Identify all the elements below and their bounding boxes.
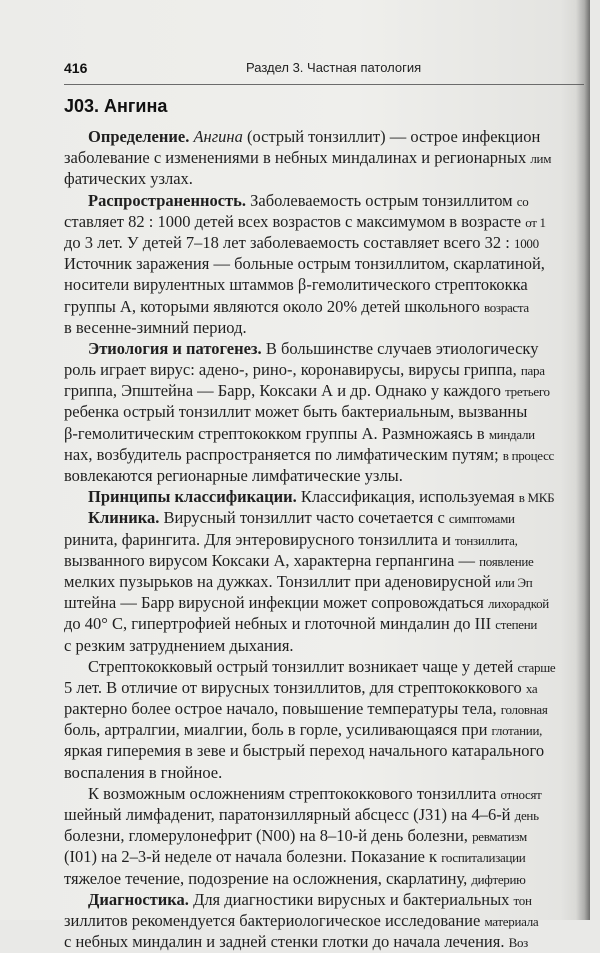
- page-edge-shadow: [576, 0, 590, 920]
- text-line: [64, 190, 600, 211]
- text-span: лим: [530, 151, 552, 167]
- text-span: β-гемолитическим стрептококком группы А. Размножаясь в: [64, 423, 489, 443]
- text-span: (I01) на 2–3-й неделе от начала болезни. Показание к: [64, 847, 442, 867]
- definition-term: Ангина: [193, 127, 243, 146]
- classification-label: Принципы классификации.: [88, 487, 297, 507]
- text-span: Источник заражения — больные острым тонзиллитом, скарлатиной,: [64, 254, 545, 274]
- text-line: [64, 846, 600, 867]
- text-line: [64, 168, 600, 189]
- text-span: в МКБ: [518, 490, 555, 506]
- text-span: головная: [500, 702, 548, 718]
- text-line: [64, 656, 600, 677]
- text-span: или Эп: [495, 574, 533, 590]
- text-span: дифтерию: [471, 871, 526, 887]
- text-span: в весенне-зимний период.: [64, 317, 247, 337]
- text-line: [64, 380, 600, 401]
- text-span: (острый тонзиллит) — острое инфекцион: [242, 127, 541, 146]
- text-span: ха: [525, 680, 538, 696]
- text-line: [64, 317, 600, 338]
- text-span: третьего: [505, 384, 550, 400]
- text-span: шейный лимфаденит, паратонзиллярный абсцесс (J31) на 4–6-й: [64, 805, 515, 824]
- prevalence-label: Распространенность.: [88, 190, 247, 210]
- text-span: ревматизм: [472, 829, 527, 845]
- text-span: с небных миндалин и задней стенки глотки до начала лечения.: [64, 932, 509, 952]
- text-span: лихорадкой: [487, 596, 549, 612]
- section-title: Раздел 3. Частная патология: [246, 60, 422, 75]
- text-span: носители вирулентных штаммов β-гемолитического стрептококка: [64, 275, 528, 295]
- text-line: [64, 592, 600, 613]
- etiology-label: Этиология и патогенез.: [88, 338, 262, 358]
- article-body: [64, 126, 600, 952]
- text-line: [64, 274, 600, 295]
- text-span: Заболеваемость острым тонзиллитом: [246, 190, 517, 210]
- text-span: симптомами: [448, 511, 515, 527]
- text-span: яркая гиперемия в зеве и быстрый переход начального катарального: [64, 741, 545, 761]
- text-span: боль, артралгии, миалгии, боль в горле, усиливающаяся при: [64, 720, 492, 740]
- article-heading: J03. Ангина: [64, 96, 168, 116]
- text-line: [64, 126, 600, 147]
- text-span: фатических узлах.: [64, 169, 193, 189]
- text-line: [64, 635, 600, 656]
- text-span: вызванного вирусом Коксаки А, характерна герпангина —: [64, 550, 480, 570]
- text-line: [64, 147, 600, 168]
- text-span: глотании,: [491, 723, 543, 739]
- text-line: [64, 211, 600, 232]
- text-line: [64, 868, 600, 889]
- text-line: [64, 783, 600, 804]
- definition-label: Определение.: [88, 127, 190, 146]
- text-span: тяжелое течение, подозрение на осложнения, скарлатину,: [64, 868, 472, 888]
- text-span: Классификация, используемая: [296, 487, 519, 507]
- text-line: [64, 762, 600, 783]
- text-span: Вирусный тонзиллит часто сочетается с: [159, 508, 449, 528]
- text-line: [64, 232, 600, 253]
- text-line: [64, 550, 600, 571]
- text-span: ребенка острый тонзиллит может быть бактериальным, вызванны: [64, 402, 528, 422]
- text-line: [64, 253, 600, 274]
- text-span: зиллитов рекомендуется бактериологическое исследование: [64, 910, 485, 930]
- text-span: до 40° С, гипертрофией небных и глоточной миндалин до III: [64, 614, 496, 634]
- text-span: мелких пузырьков на дужках. Тонзиллит при аденовирусной: [64, 571, 496, 591]
- text-span: тонзиллита,: [454, 532, 518, 548]
- text-span: до 3 лет. У детей 7–18 лет заболеваемость составляет всего 32 :: [64, 232, 514, 252]
- text-line: [64, 804, 600, 825]
- text-line: [64, 465, 600, 486]
- text-line: [64, 677, 600, 698]
- text-line: [64, 444, 600, 465]
- text-line: [64, 507, 600, 528]
- diagnostics-label: Диагностика.: [88, 889, 189, 909]
- text-span: роль играет вирус: адено-, рино-, коронавирусы, вирусы гриппа,: [64, 360, 521, 380]
- text-span: штейна — Барр вирусной инфекции может сопровождаться: [64, 593, 488, 613]
- text-span: болезни, гломерулонефрит (N00) на 8–10-й день болезни,: [64, 826, 473, 846]
- text-span: госпитализации: [441, 850, 526, 866]
- text-span: группы А, которыми являются около 20% детей школьного: [64, 296, 484, 316]
- text-span: Стрептококковый острый тонзиллит возникает чаще у детей: [88, 656, 518, 676]
- text-span: В большинстве случаев этиологическу: [261, 338, 539, 358]
- text-span: воспаления в гнойное.: [64, 762, 223, 782]
- text-span: гриппа, Эпштейна — Барр, Коксаки А и др. Однако у каждого: [64, 381, 506, 401]
- text-line: [64, 889, 600, 910]
- text-span: день: [514, 808, 539, 823]
- text-span: со: [516, 193, 529, 209]
- text-line: [64, 825, 600, 846]
- text-span: миндали: [488, 426, 535, 442]
- text-span: Для диагностики вирусных и бактериальных: [188, 889, 514, 909]
- text-span: от 1: [525, 214, 546, 230]
- text-span: Воз: [508, 935, 528, 951]
- text-line: [64, 529, 600, 550]
- text-span: возраста: [483, 299, 529, 315]
- text-line: [64, 338, 600, 359]
- text-span: заболевание с изменениями в небных миндалинах и регионарных: [64, 148, 531, 168]
- text-span: относят: [500, 786, 542, 802]
- text-line: [64, 359, 600, 380]
- text-span: пара: [520, 363, 545, 379]
- text-line: [64, 910, 600, 931]
- text-span: с резким затруднением дыхания.: [64, 635, 294, 655]
- text-line: [64, 571, 600, 592]
- text-line: [64, 740, 600, 761]
- text-line: [64, 698, 600, 719]
- text-span: ставляет 82 : 1000 детей всех возрастов с максимумом в возрасте: [64, 211, 526, 231]
- page-number: 416: [64, 60, 88, 76]
- text-span: старше: [517, 659, 556, 675]
- text-span: нах, возбудитель распространяется по лимфатическим путям;: [64, 444, 503, 464]
- text-span: появление: [479, 553, 534, 569]
- text-span: К возможным осложнениям стрептококкового тонзиллита: [88, 783, 501, 803]
- text-span: 5 лет. В отличие от вирусных тонзиллитов, для стрептококкового: [64, 677, 526, 697]
- clinic-label: Клиника.: [88, 508, 160, 528]
- text-span: материала: [484, 913, 539, 929]
- text-line: [64, 719, 600, 740]
- text-span: рактерно более острое начало, повышение температуры тела,: [64, 699, 501, 719]
- text-line: [64, 296, 600, 317]
- running-head: [64, 58, 584, 85]
- text-span: ринита, фарингита. Для энтеровирусного тонзиллита и: [64, 529, 455, 549]
- text-line: [64, 423, 600, 444]
- text-line: [64, 931, 600, 952]
- text-line: [64, 401, 600, 422]
- text-span: в процесс: [502, 447, 555, 463]
- text-line: [64, 486, 600, 507]
- text-line: [64, 613, 600, 634]
- text-span: тон: [513, 892, 532, 908]
- text-span: степени: [495, 617, 538, 633]
- text-span: 1000: [514, 235, 539, 251]
- text-span: вовлекаются регионарные лимфатические узлы.: [64, 466, 403, 485]
